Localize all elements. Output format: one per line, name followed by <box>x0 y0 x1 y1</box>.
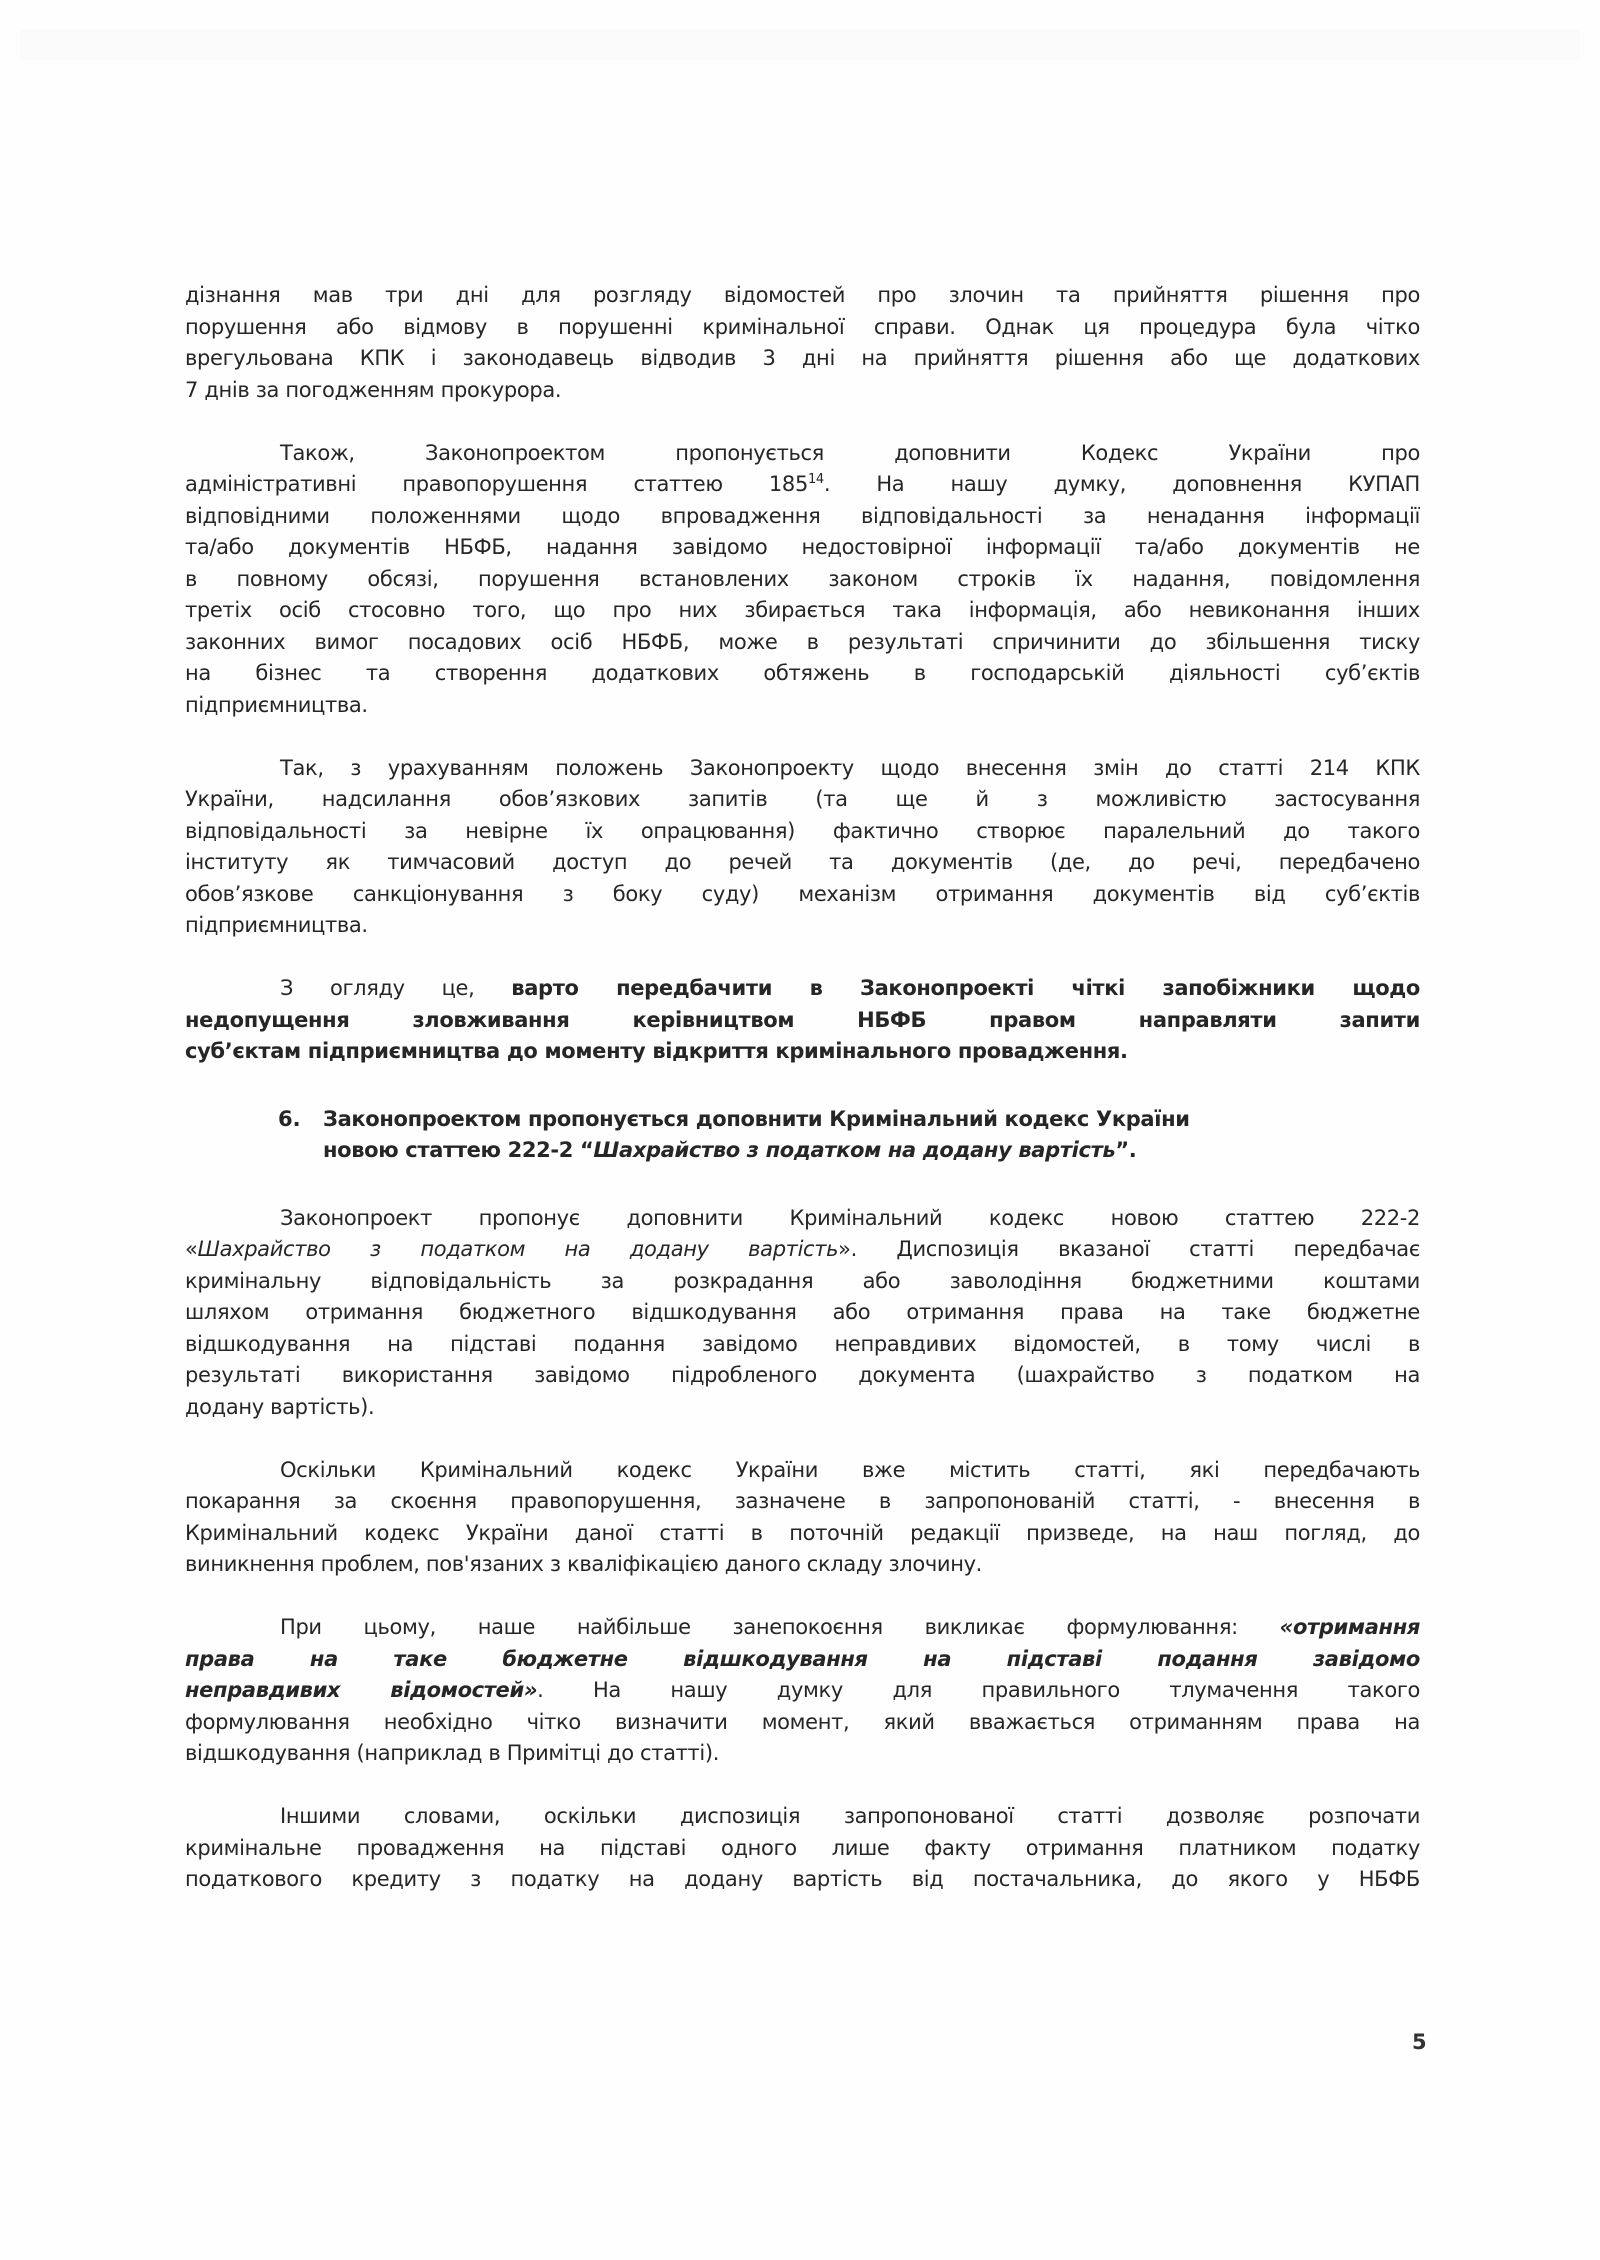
text-run: шляхом отримання бюджетного відшкодування або отримання права на таке бюджетне <box>185 1300 1420 1324</box>
text-line <box>185 1005 1420 1037</box>
text-line <box>185 1329 1420 1361</box>
text-run: Законопроектом пропонується доповнити Кримінальний кодекс України <box>323 1106 1190 1131</box>
paragraph-p7 <box>185 1612 1420 1770</box>
text-run: ». Диспозиція вказаної статті передбачає <box>838 1237 1420 1261</box>
section-heading-text <box>185 1104 1420 1167</box>
page-number: 5 <box>1412 2030 1427 2054</box>
heading-line <box>185 1104 1420 1136</box>
text-line <box>185 973 1420 1005</box>
text-line <box>185 753 1420 785</box>
text-line <box>185 879 1420 911</box>
text-run: додану вартість). <box>185 1394 375 1419</box>
text-run: адміністративні правопорушення статтею 185 <box>185 472 808 496</box>
scan-artifact <box>20 30 1580 60</box>
text-line <box>185 501 1420 533</box>
text-line <box>185 1392 1420 1424</box>
text-line <box>185 1455 1420 1487</box>
text-run: суб’єктам підприємництва до моменту відкриття кримінального провадження. <box>185 1039 1128 1063</box>
text-line <box>185 1518 1420 1550</box>
text-line <box>185 375 1420 407</box>
text-run: . На нашу думку, доповнення КУПАП <box>823 472 1420 496</box>
text-line <box>185 1738 1420 1770</box>
text-run: відшкодування (наприклад в Примітці до статті). <box>185 1741 720 1765</box>
text-run: інституту як тимчасовий доступ до речей та документів (де, до речі, передбачено <box>185 850 1420 874</box>
text-line <box>185 312 1420 344</box>
text-run: Оскільки Кримінальний кодекс України вже містить статті, які передбачають <box>280 1457 1420 1482</box>
paragraph-p5 <box>185 1203 1420 1424</box>
text-line <box>185 1549 1420 1581</box>
text-run: покарання за скоєння правопорушення, зазначене в запропонованій статті, - внесення в <box>185 1489 1420 1513</box>
paragraphs-after-heading <box>185 1203 1420 1896</box>
text-line <box>185 280 1420 312</box>
text-run: кримінальну відповідальність за розкрадання або заволодіння бюджетними коштами <box>185 1268 1420 1293</box>
text-line <box>185 816 1420 848</box>
text-run: податкового кредиту з податку на додану вартість від постачальника, до якого у НБФБ <box>185 1867 1420 1891</box>
text-line <box>185 1864 1420 1896</box>
text-line <box>185 1203 1420 1235</box>
text-run: варто передбачити в Законопроекті чіткі запобіжники щодо <box>511 976 1420 1000</box>
text-line <box>185 1675 1420 1707</box>
text-run: При цьому, наше найбільше занепокоєння викликає формулювання: <box>280 1615 1280 1639</box>
text-run: відповідними положеннями щодо впровадження відповідальності за ненадання інформації <box>185 503 1420 528</box>
paragraph-p3 <box>185 753 1420 942</box>
text-line <box>185 690 1420 722</box>
text-run: на бізнес та створення додаткових обтяжень в господарській діяльності суб’єктів <box>185 661 1420 685</box>
text-line <box>185 1360 1420 1392</box>
text-line <box>185 847 1420 879</box>
text-run: Іншими словами, оскільки диспозиція запропонованої статті дозволяє розпочати <box>280 1804 1420 1828</box>
paragraph-p1 <box>185 280 1420 406</box>
text-run: Також, Законопроектом пропонується доповнити Кодекс України про <box>280 440 1420 465</box>
text-run: Законопроект пропонує доповнити Кримінальний кодекс новою статтею 222-2 <box>280 1205 1420 1230</box>
text-run: кримінальне провадження на підставі одного лише факту отримання платником податку <box>185 1835 1420 1860</box>
footnote-marker: 14 <box>807 472 824 487</box>
paragraph-p6 <box>185 1455 1420 1581</box>
paragraph-p8 <box>185 1801 1420 1896</box>
text-line <box>185 1612 1420 1644</box>
text-line <box>185 1644 1420 1676</box>
text-run: законних вимог посадових осіб НБФБ, може в результаті спричинити до збільшення тиску <box>185 629 1420 654</box>
text-line <box>185 784 1420 816</box>
text-run: врегульована КПК і законодавець відводив 3 дні на прийняття рішення або ще додаткових <box>185 346 1420 370</box>
text-run: відшкодування на підставі подання завідомо неправдивих відомостей, в тому числі в <box>185 1331 1420 1356</box>
text-run: З огляду це, <box>280 976 512 1000</box>
text-run: дізнання мав три дні для розгляду відомостей про злочин та прийняття рішення про <box>185 283 1420 307</box>
text-line <box>185 532 1420 564</box>
document-page <box>185 280 1420 1927</box>
text-line <box>185 1833 1420 1865</box>
text-run: ”. <box>1115 1138 1137 1162</box>
heading-line <box>185 1135 1420 1167</box>
text-run: України, надсилання обов’язкових запитів (та ще й з можливістю застосування <box>185 787 1420 811</box>
text-run: обов’язкове санкціонування з боку суду) механізм отримання документів від суб’єктів <box>185 881 1420 906</box>
text-run: Шахрайство з податком на додану вартість <box>197 1237 839 1261</box>
text-run: та/або документів НБФБ, надання завідомо недостовірної інформації та/або документів не <box>185 535 1420 559</box>
text-run: Шахрайство з податком на додану вартість <box>593 1138 1116 1162</box>
text-run: «отримання <box>1279 1615 1420 1639</box>
text-line <box>185 1297 1420 1329</box>
text-line <box>185 1234 1420 1266</box>
text-run: підприємництва. <box>185 692 368 717</box>
text-run: . На нашу думку для правильного тлумачення такого <box>537 1678 1420 1702</box>
paragraphs-before-heading <box>185 280 1420 1068</box>
text-run: відповідальності за невірне їх опрацювання) фактично створює паралельний до такого <box>185 818 1420 843</box>
text-run: третіх осіб стосовно того, що про них збирається така інформація, або невиконання інших <box>185 598 1420 622</box>
text-line <box>185 1036 1420 1068</box>
text-run: результаті використання завідомо підробленого документа (шахрайство з податком на <box>185 1363 1420 1387</box>
paragraph-p4 <box>185 973 1420 1068</box>
text-line <box>185 564 1420 596</box>
text-run: « <box>185 1237 198 1261</box>
text-line <box>185 1707 1420 1739</box>
text-run: підприємництва. <box>185 913 368 937</box>
text-run: недопущення зловживання керівництвом НБФБ правом направляти запити <box>185 1007 1420 1032</box>
text-line <box>185 343 1420 375</box>
text-run: права на таке бюджетне відшкодування на підставі подання завідомо <box>185 1646 1420 1671</box>
text-line <box>185 595 1420 627</box>
text-line <box>185 1266 1420 1298</box>
text-run: виникнення проблем, пов'язаних з кваліфікацією даного складу злочину. <box>185 1552 982 1576</box>
text-run: Так, з урахуванням положень Законопроекту щодо внесення змін до статті 214 КПК <box>280 755 1420 780</box>
text-run: новою статтею 222-2 “ <box>323 1138 594 1162</box>
text-line <box>185 1801 1420 1833</box>
text-run: формулювання необхідно чітко визначити момент, який вважається отриманням права на <box>185 1709 1420 1734</box>
section-heading <box>185 1104 1420 1167</box>
text-line <box>185 627 1420 659</box>
text-line <box>185 438 1420 470</box>
text-run: неправдивих відомостей» <box>185 1678 538 1702</box>
paragraph-p2 <box>185 438 1420 722</box>
text-line <box>185 469 1420 501</box>
text-run: в повному обсязі, порушення встановлених законом строків їх надання, повідомлення <box>185 566 1420 591</box>
text-run: порушення або відмову в порушенні кримінальної справи. Однак ця процедура була чітко <box>185 314 1420 339</box>
section-number: 6. <box>278 1106 301 1131</box>
text-run: Кримінальний кодекс України даної статті в поточній редакції призведе, на наш погляд, до <box>185 1520 1420 1545</box>
text-line <box>185 658 1420 690</box>
text-line <box>185 1486 1420 1518</box>
text-run: 7 днів за погодженням прокурора. <box>185 377 562 402</box>
text-line <box>185 910 1420 942</box>
